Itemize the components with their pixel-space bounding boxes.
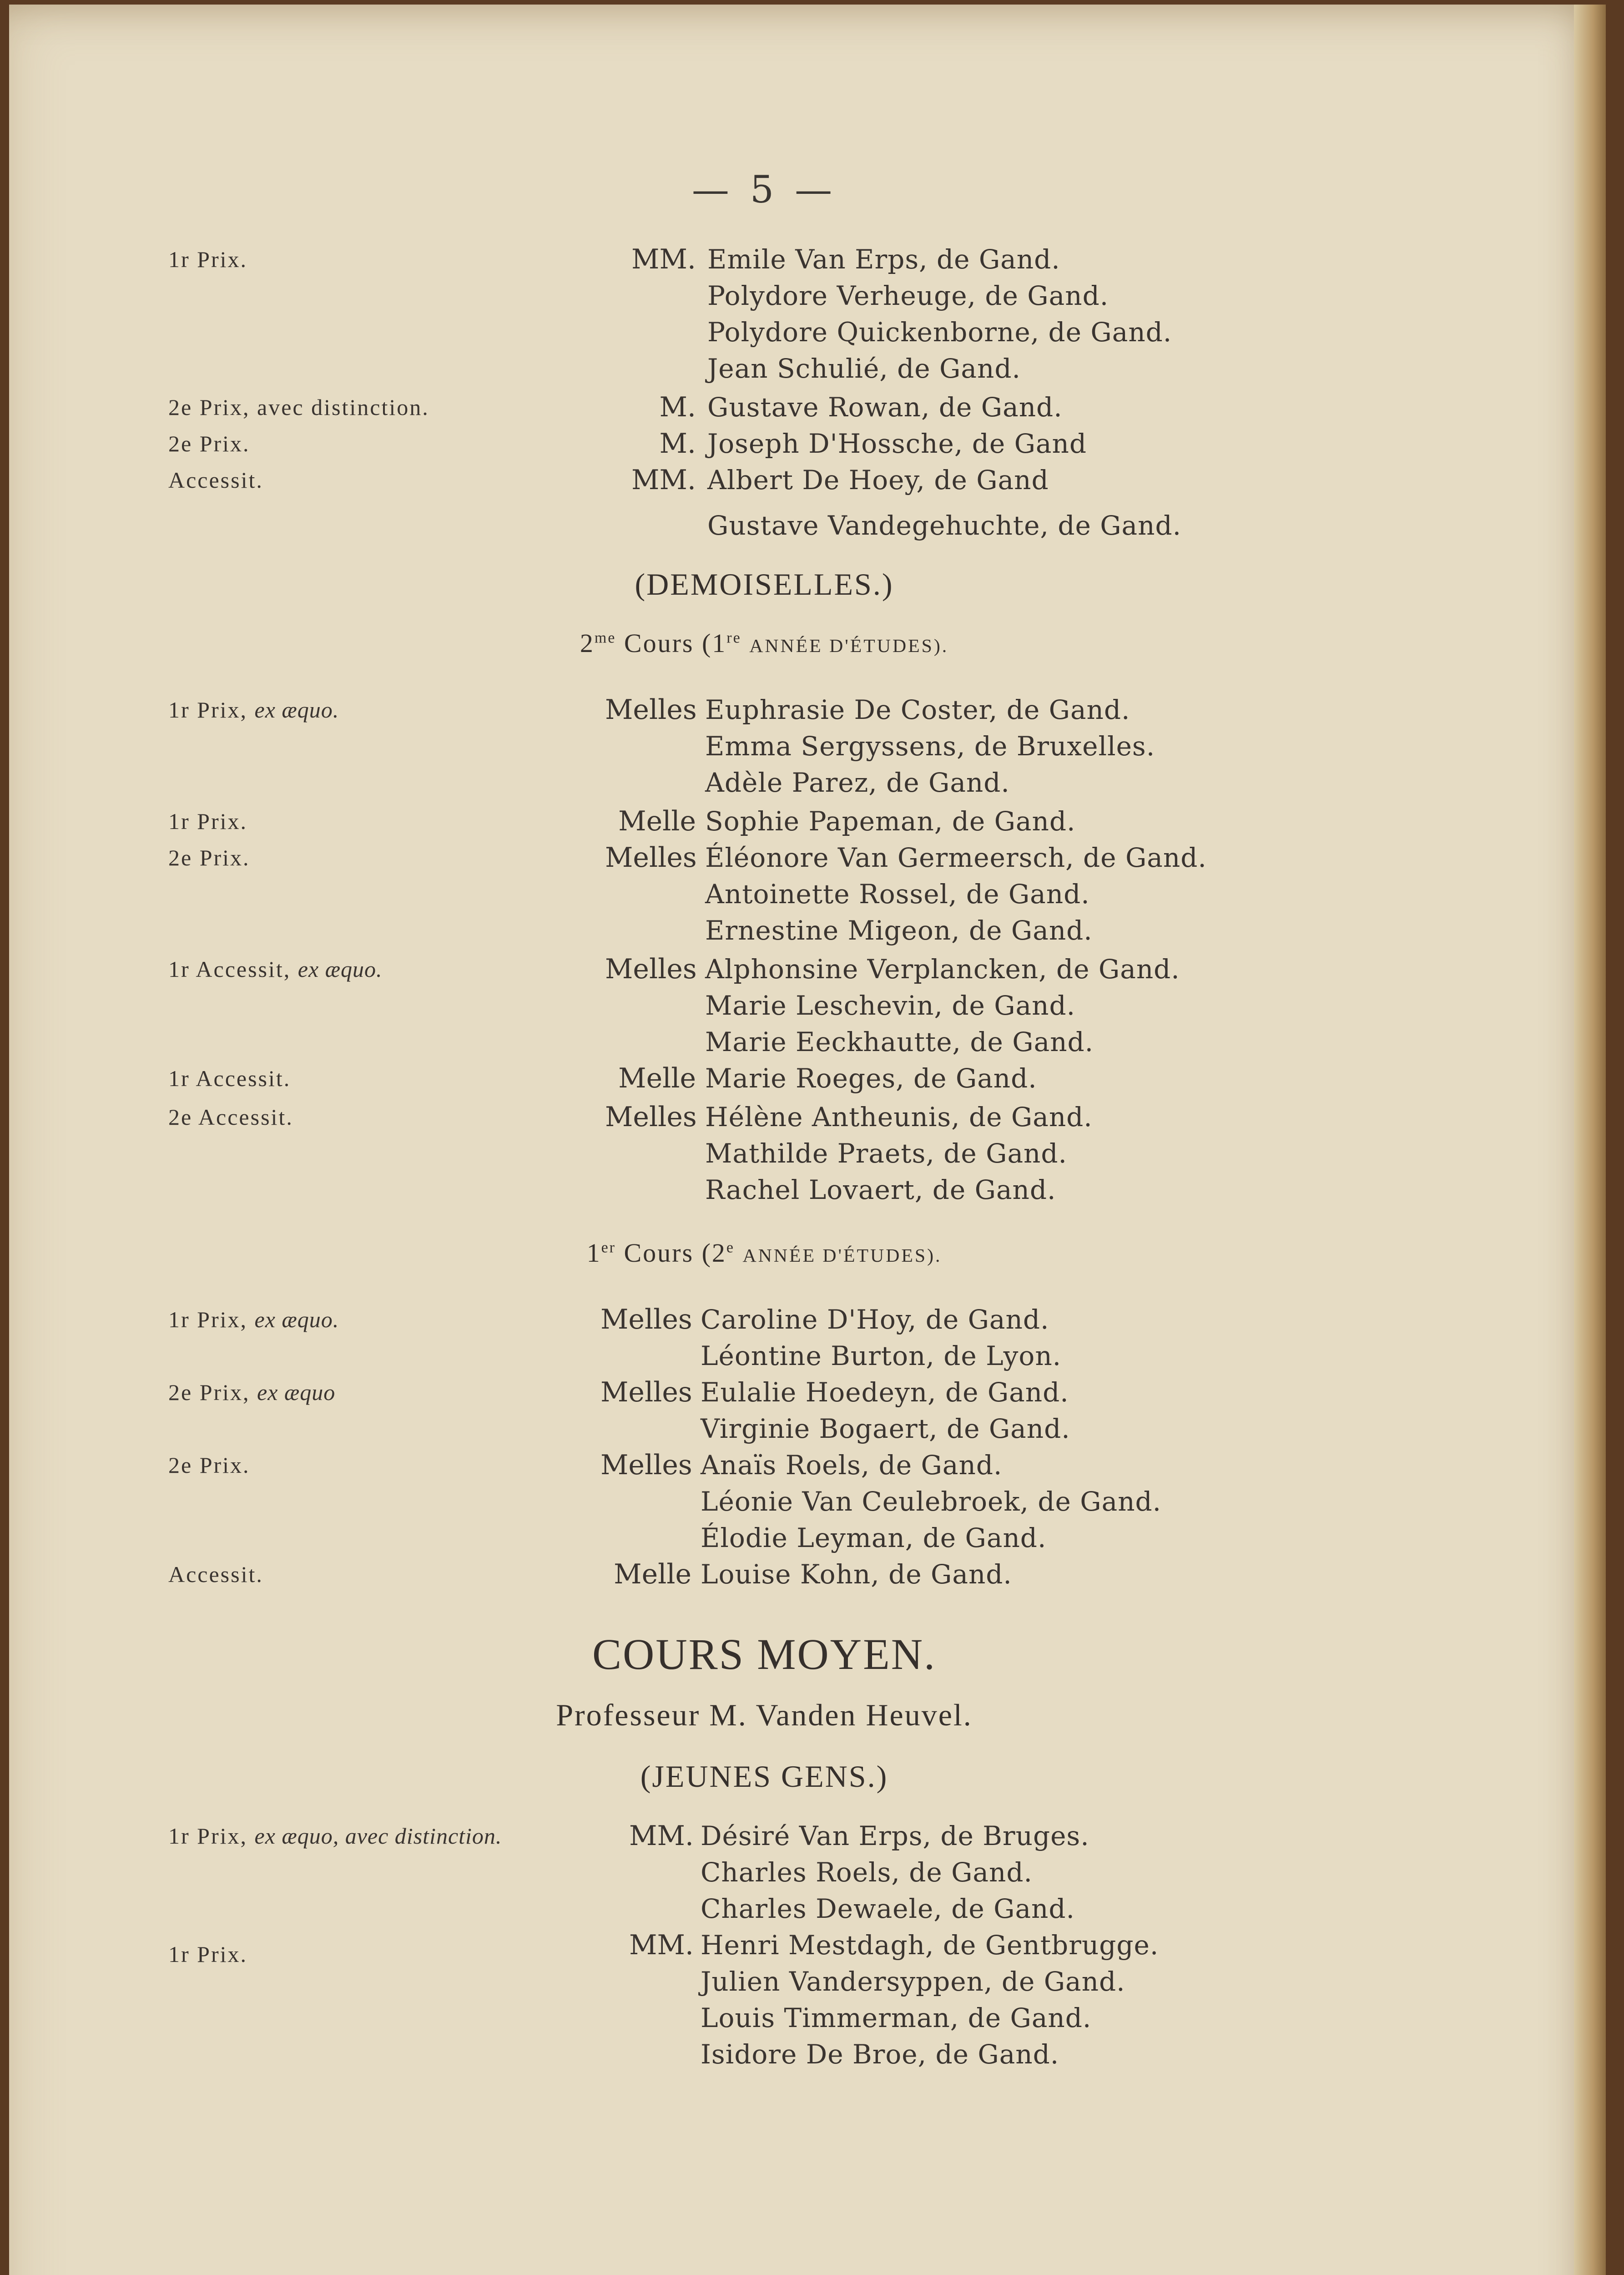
entry-row: [9, 1447, 1510, 1483]
entry-row: [9, 314, 1510, 350]
heading-tail: ANNÉE D'ÉTUDES).: [742, 1245, 942, 1266]
name-line: Mathilde Praets, de Gand.: [705, 1138, 1067, 1169]
title-abbrev: Melles: [600, 1449, 692, 1481]
prize-label: Accessit.: [168, 1562, 263, 1587]
name-line: Isidore De Broe, de Gand.: [701, 2039, 1059, 2070]
entry-row: [9, 876, 1510, 912]
entry-row: [9, 241, 1510, 278]
entry-row: [9, 951, 1510, 987]
name-line: Gustave Rowan, de Gand.: [707, 392, 1063, 423]
entry-row: [9, 1374, 1510, 1410]
prize-label: 1r Prix.: [168, 809, 247, 834]
cours-2-heading: [9, 628, 1519, 658]
prize-label: [168, 1301, 339, 1338]
prize-label: 2e Prix.: [168, 1452, 250, 1478]
entry-row: [9, 1818, 1510, 1854]
entry-row: [9, 1891, 1510, 1927]
name-line: Euphrasie De Coster, de Gand.: [705, 694, 1130, 725]
name-line: Virginie Bogaert, de Gand.: [701, 1413, 1070, 1444]
title-abbrev: Melles: [605, 694, 697, 726]
label-italic: ex æquo: [257, 1380, 336, 1405]
title-abbrev: Melle: [618, 1062, 696, 1094]
name-line: Alphonsine Verplancken, de Gand.: [705, 954, 1180, 985]
entry-row: [9, 912, 1510, 949]
heading-rest-sup: e: [726, 1239, 735, 1256]
prize-label: [168, 692, 339, 728]
name-line: Gustave Vandegehuchte, de Gand.: [707, 510, 1182, 541]
name-line: Charles Roels, de Gand.: [701, 1857, 1033, 1888]
heading-rest: (1: [701, 628, 727, 658]
name-line: Léontine Burton, de Lyon.: [701, 1340, 1062, 1371]
title-abbrev: Melles: [605, 953, 697, 985]
label-italic: ex æquo, avec distinction.: [254, 1823, 502, 1849]
name-line: Éléonore Van Germeersch, de Gand.: [705, 842, 1207, 873]
name-line: Joseph D'Hossche, de Gand: [707, 428, 1087, 459]
entry-row: [9, 278, 1510, 314]
prize-label: 2e Prix.: [168, 431, 250, 456]
entry-row: [9, 1099, 1510, 1135]
name-line: Polydore Verheuge, de Gand.: [707, 280, 1109, 311]
professeur-line: Professeur M. Vanden Heuvel.: [556, 1698, 973, 1732]
label-text: 1r Accessit,: [168, 956, 291, 982]
prize-label: 1r Accessit.: [168, 1066, 291, 1091]
entry-row: [9, 1135, 1510, 1172]
name-line: Louise Kohn, de Gand.: [701, 1559, 1012, 1590]
entry-row: [9, 1927, 1510, 1967]
name-line: Albert De Hoey, de Gand: [707, 465, 1049, 495]
title-abbrev: Melles: [605, 842, 697, 874]
entry-row: [9, 1963, 1510, 2000]
title-abbrev: M.: [659, 428, 696, 460]
name-line: Marie Leschevin, de Gand.: [705, 990, 1076, 1021]
entry-row: [9, 1024, 1510, 1060]
name-line: Emile Van Erps, de Gand.: [707, 244, 1060, 275]
prize-label: 1r Prix.: [168, 1941, 247, 1967]
entry-row: [9, 764, 1510, 801]
title-abbrev: MM.: [631, 243, 696, 275]
entry-row: [9, 1172, 1510, 1208]
entry-row: [9, 507, 1510, 544]
page-number: — 5 —: [691, 168, 837, 212]
heading-word: Cours: [624, 628, 694, 658]
heading-num: 2: [580, 628, 595, 658]
prize-label: 2e Accessit.: [168, 1104, 293, 1130]
name-line: Emma Sergyssens, de Bruxelles.: [705, 731, 1155, 762]
name-line: Léonie Van Ceulebroek, de Gand.: [701, 1486, 1162, 1517]
name-line: Caroline D'Hoy, de Gand.: [701, 1304, 1049, 1335]
title-abbrev: Melle: [618, 805, 696, 837]
name-line: Jean Schulié, de Gand.: [707, 353, 1021, 384]
prize-label: Accessit.: [168, 467, 263, 493]
entry-row: [9, 462, 1510, 498]
name-line: Désiré Van Erps, de Bruges.: [701, 1820, 1089, 1851]
label-italic: ex æquo.: [298, 956, 383, 982]
name-line: Antoinette Rossel, de Gand.: [705, 879, 1090, 910]
title-abbrev: Melle: [614, 1558, 691, 1590]
heading-tail: ANNÉE D'ÉTUDES).: [749, 636, 949, 657]
title-abbrev: Melles: [600, 1376, 692, 1408]
prize-label: [168, 951, 383, 987]
label-italic: ex æquo.: [254, 697, 339, 723]
entry-row: [9, 1483, 1510, 1520]
book-page: [9, 5, 1606, 2275]
entry-row: [9, 692, 1510, 728]
entry-row: [9, 1060, 1510, 1097]
cours-moyen-heading: COURS MOYEN.: [592, 1630, 937, 1678]
title-abbrev: M.: [659, 391, 696, 423]
prize-label: [168, 1818, 502, 1854]
heading-num: 1: [586, 1238, 601, 1268]
entry-row: [9, 350, 1510, 387]
label-text: 1r Prix,: [168, 1307, 247, 1332]
label-text: 2e Prix,: [168, 1380, 250, 1405]
heading-rest-sup: re: [726, 629, 741, 647]
entry-row: [9, 389, 1510, 425]
entry-row: [9, 728, 1510, 764]
name-line: Marie Roeges, de Gand.: [705, 1063, 1037, 1094]
name-line: Julien Vandersyppen, de Gand.: [701, 1966, 1125, 1997]
page-edge: [1574, 5, 1606, 2275]
heading-sup: er: [601, 1239, 616, 1256]
prize-label: 2e Prix.: [168, 845, 250, 870]
name-line: Charles Dewaele, de Gand.: [701, 1893, 1075, 1924]
name-line: Louis Timmerman, de Gand.: [701, 2002, 1092, 2033]
label-text: 1r Prix,: [168, 1823, 247, 1849]
prize-label: 2e Prix, avec distinction.: [168, 394, 429, 420]
entry-row: [9, 803, 1510, 839]
name-line: Ernestine Migeon, de Gand.: [705, 915, 1093, 946]
entry-row: [9, 839, 1510, 876]
prize-label: [168, 1374, 335, 1410]
title-abbrev: MM.: [629, 1929, 694, 1961]
name-line: Élodie Leyman, de Gand.: [701, 1522, 1047, 1553]
heading-word: Cours: [624, 1238, 694, 1268]
title-abbrev: MM.: [629, 1820, 694, 1852]
name-line: Eulalie Hoedeyn, de Gand.: [701, 1377, 1069, 1408]
jeunes-gens-heading: (JEUNES GENS.): [640, 1759, 888, 1794]
name-line: Sophie Papeman, de Gand.: [705, 806, 1076, 837]
entry-row: [9, 1301, 1510, 1338]
cours-1-heading: [9, 1238, 1519, 1268]
entry-row: [9, 2036, 1510, 2073]
entry-row: [9, 1520, 1510, 1556]
label-text: 1r Prix,: [168, 697, 247, 723]
label-italic: ex æquo.: [254, 1307, 339, 1332]
entry-row: [9, 1556, 1510, 1592]
name-line: Adèle Parez, de Gand.: [705, 767, 1010, 798]
name-line: Polydore Quickenborne, de Gand.: [707, 317, 1172, 348]
title-abbrev: MM.: [631, 464, 696, 496]
heading-sup: me: [594, 629, 616, 647]
name-line: Anaïs Roels, de Gand.: [701, 1450, 1003, 1481]
prize-label: 1r Prix.: [168, 247, 247, 272]
entry-row: [9, 2000, 1510, 2036]
name-line: Hélène Antheunis, de Gand.: [705, 1102, 1093, 1132]
demoiselles-heading: (DEMOISELLES.): [635, 567, 894, 602]
name-line: Henri Mestdagh, de Gentbrugge.: [701, 1930, 1159, 1961]
title-abbrev: Melles: [600, 1304, 692, 1335]
title-abbrev: Melles: [605, 1101, 697, 1133]
entry-row: [9, 987, 1510, 1024]
name-line: Marie Eeckhautte, de Gand.: [705, 1026, 1094, 1057]
entry-row: [9, 425, 1510, 462]
entry-row: [9, 1410, 1510, 1447]
entry-row: [9, 1338, 1510, 1374]
heading-rest: (2: [701, 1238, 726, 1268]
entry-row: [9, 1854, 1510, 1891]
name-line: Rachel Lovaert, de Gand.: [705, 1174, 1056, 1205]
